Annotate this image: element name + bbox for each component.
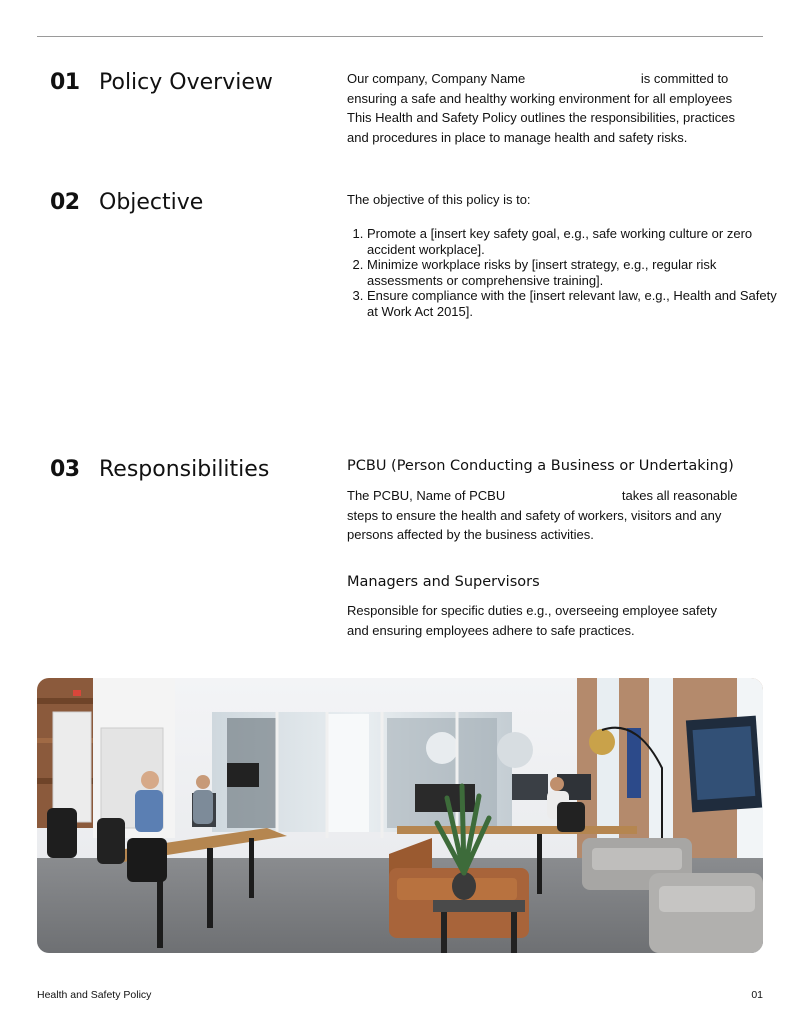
text-line: and ensuring employees adhere to safe practices. [347, 622, 635, 638]
pcbu-heading: PCBU (Person Conducting a Business or Undertaking) [347, 458, 734, 474]
list-item: 3. Ensure compliance with the [insert relevant law, e.g., Health and Safety at Work Act 2015]. [367, 288, 782, 319]
top-divider [37, 36, 763, 37]
section-title: Objective [99, 190, 204, 215]
managers-heading: Managers and Supervisors [347, 574, 540, 590]
office-photo [37, 678, 763, 953]
text-line: steps to ensure the health and safety of workers, visitors and any [347, 507, 722, 523]
section-number: 03 [50, 457, 80, 482]
text-line: and procedures in place to manage health and safety risks. [347, 129, 688, 145]
text-fragment: is committed to [640, 71, 729, 86]
text-fragment: Our company, [347, 71, 428, 86]
objective-list [347, 226, 782, 319]
text-line: persons affected by the business activities. [347, 527, 594, 542]
list-item: 2. Minimize workplace risks by [insert strategy, e.g., regular risk assessments or comprehensive training]. [367, 257, 782, 288]
section-number: 01 [50, 70, 80, 95]
text-fragment: The PCBU, [347, 488, 413, 503]
duties-field[interactable]: specific duties e.g., overseeing employee safety [440, 603, 717, 618]
pcbu-name-field[interactable]: Name of PCBU [416, 488, 506, 503]
text-fragment: Responsible for [347, 603, 438, 618]
objective-intro: The objective of this policy is to: [347, 192, 531, 207]
text-line: ensuring a safe and healthy working environment for all employees [347, 90, 733, 106]
text-fragment: takes all reasonable [621, 488, 738, 503]
text-line: This Health and Safety Policy outlines the responsibilities, practices [347, 110, 736, 125]
policy-overview-text [347, 69, 762, 147]
pcbu-text [347, 486, 762, 545]
section-number: 02 [50, 190, 80, 215]
section-title: Policy Overview [99, 70, 273, 95]
section-title: Responsibilities [99, 457, 270, 482]
company-name-field[interactable]: Company Name [431, 71, 526, 86]
list-item: 1. Promote a [insert key safety goal, e.g., safe working culture or zero accident workplace]. [367, 226, 782, 257]
page-number: 01 [751, 989, 763, 1001]
footer-title: Health and Safety Policy [37, 989, 152, 1001]
managers-text [347, 601, 762, 640]
